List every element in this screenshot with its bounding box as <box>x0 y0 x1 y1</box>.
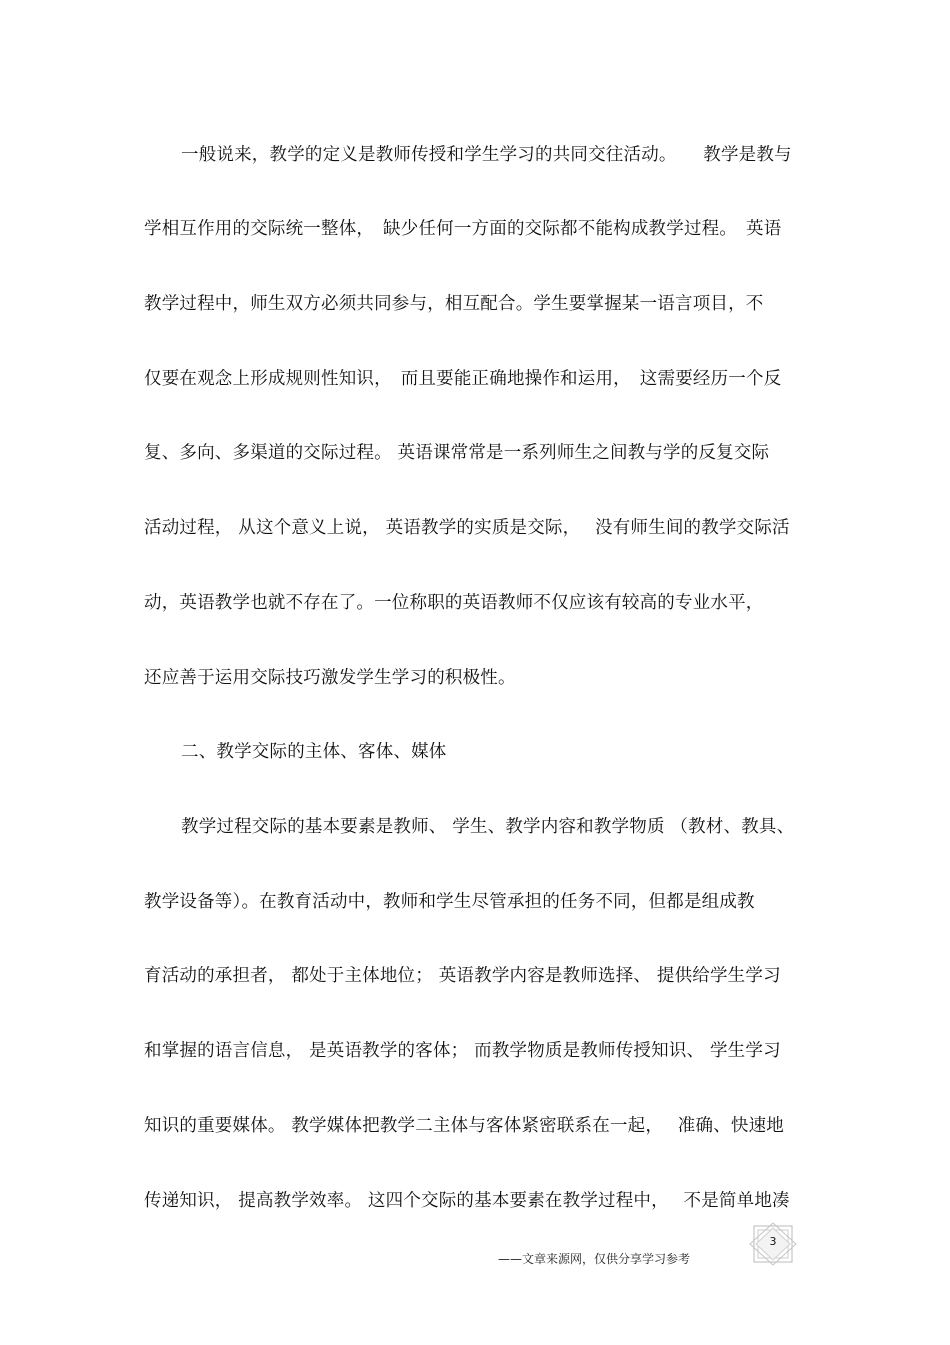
footer-source-note: ——文章来源网，仅供分享学习参考 <box>498 1252 691 1266</box>
paragraph-1-line-2: 学相互作用的交际统一整体， 缺少任何一方面的交际都不能构成教学过程。 英语 <box>144 219 782 239</box>
paragraph-2-line-4: 和掌握的语言信息， 是英语教学的客体； 而教学物质是教师传授知识、 学生学习 <box>144 1041 781 1061</box>
page-number-badge <box>748 1222 798 1266</box>
paragraph-1-line-1: 一般说来，教学的定义是教师传授和学生学习的共同交往活动。 教学是教与 <box>181 145 792 165</box>
paragraph-1-line-7: 动，英语教学也就不存在了。一位称职的英语教师不仅应该有较高的专业水平， <box>144 593 764 613</box>
paragraph-1-line-6: 活动过程， 从这个意义上说， 英语教学的实质是交际， 没有师生间的教学交际活 <box>144 518 790 538</box>
paragraph-2-line-5: 知识的重要媒体。 教学媒体把教学二主体与客体紧密联系在一起， 准确、快速地 <box>144 1116 784 1136</box>
paragraph-2-line-1: 教学过程交际的基本要素是教师、 学生、教学内容和教学物质 （教材、教具、 <box>181 817 795 837</box>
paragraph-2-line-2: 教学设备等）。在教育活动中，教师和学生尽管承担的任务不同，但都是组成教 <box>144 892 755 912</box>
paragraph-1-line-3: 教学过程中，师生双方必须共同参与，相互配合。学生要掌握某一语言项目，不 <box>144 294 764 314</box>
paragraph-2-line-6: 传递知识， 提高教学效率。 这四个交际的基本要素在教学过程中， 不是简单地凑 <box>144 1191 790 1211</box>
page-number: 3 <box>769 1235 777 1248</box>
paragraph-2-line-3: 育活动的承担者， 都处于主体地位； 英语教学内容是教师选择、 提供给学生学习 <box>144 966 781 986</box>
paragraph-1-line-4: 仅要在观念上形成规则性知识， 而且要能正确地操作和运用， 这需要经历一个反 <box>144 369 782 389</box>
paragraph-1-line-8: 还应善于运用交际技巧激发学生学习的积极性。 <box>144 668 516 688</box>
paragraph-1-line-5: 复、多向、多渠道的交际过程。 英语课常常是一系列师生之间教与学的反复交际 <box>144 443 770 463</box>
section-heading: 二、教学交际的主体、客体、媒体 <box>181 742 447 762</box>
